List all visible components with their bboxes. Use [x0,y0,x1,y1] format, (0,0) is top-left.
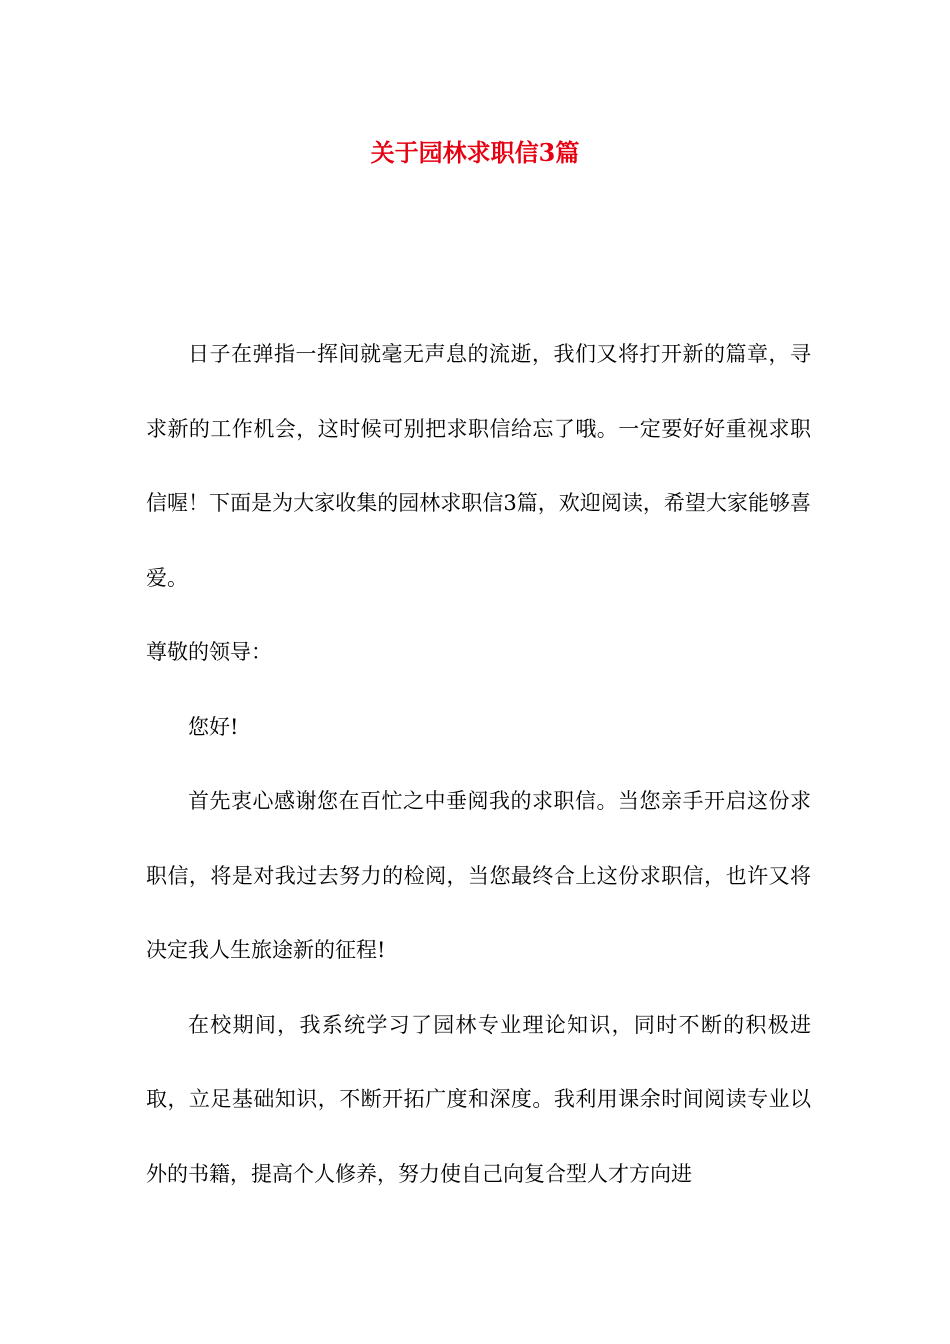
greeting: 您好! [188,714,239,739]
intro-paragraph: 日子在弹指一挥间就毫无声息的流逝，我们又将打开新的篇章，寻求新的工作机会，这时候可别把求职信给忘了哦。一定要好好重视求职信喔！下面是为大家收集的园林求职信3篇，欢迎阅读，希望大家能够喜爱。 [146,342,811,590]
letter-paragraph-thanks: 首先衷心感谢您在百忙之中垂阅我的求职信。当您亲手开启这份求职信，将是对我过去努力的检阅，当您最终合上这份求职信，也许又将决定我人生旅途新的征程! [146,789,811,962]
document-body [146,317,811,1211]
salutation: 尊敬的领导： [146,640,272,664]
document-title: 关于园林求职信3篇 [370,138,580,167]
letter-paragraph-study: 在校期间，我系统学习了园林专业理论知识，同时不断的积极进取，立足基础知识，不断开拓广度和深度。我利用课余时间阅读专业以外的书籍，提高个人修养，努力使自己向复合型人才方向进 [146,1012,811,1186]
